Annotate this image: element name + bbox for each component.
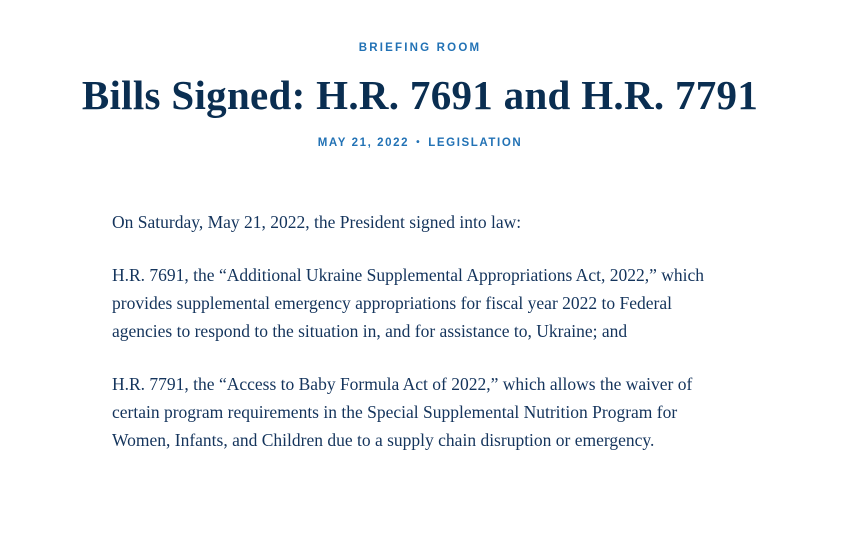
paragraph-hr7691: H.R. 7691, the “Additional Ukraine Supplemental Appropriations Act, 2022,” which provides supplemental emergency appropriations for fiscal year 2022 to Federal agencies to respond to the situation in, and for assistance to, Ukraine; and — [112, 265, 704, 342]
article-body — [112, 208, 720, 454]
meta-separator-dot: • — [416, 137, 422, 149]
page-title: Bills Signed: H.R. 7691 and H.R. 7791 — [81, 72, 759, 118]
category-link-legislation[interactable]: LEGISLATION — [428, 137, 523, 150]
article-meta — [0, 137, 840, 149]
paragraph-intro: On Saturday, May 21, 2022, the President signed into law: — [112, 212, 522, 233]
eyebrow-row — [0, 38, 840, 56]
paragraph-hr7791: H.R. 7791, the “Access to Baby Formula Act of 2022,” which allows the waiver of certain program requirements in the Special Supplemental Nutrition Program for Women, Infants, and Children due to a supply chain disruption or emergency. — [112, 374, 693, 451]
article-date: MAY 21, 2022 — [317, 137, 410, 150]
briefing-room-link[interactable]: BRIEFING ROOM — [358, 42, 482, 54]
